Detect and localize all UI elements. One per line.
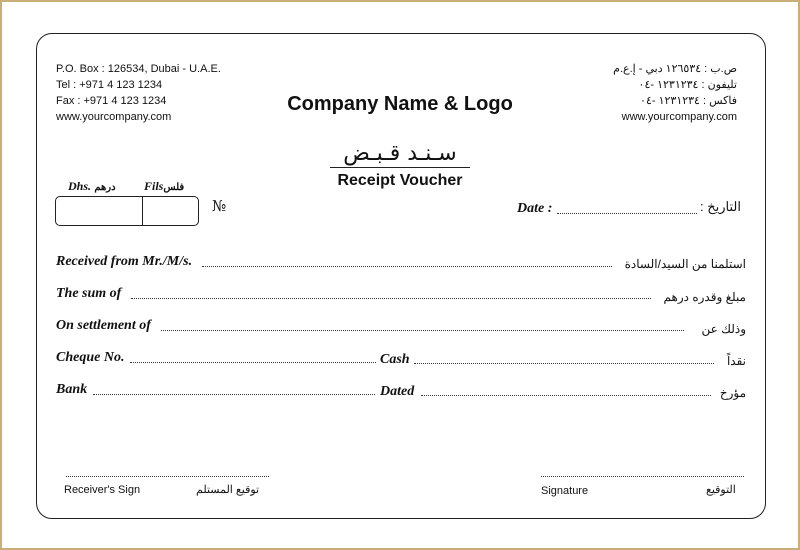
- signature-label: Signature: [541, 485, 589, 497]
- title-english: Receipt Voucher: [337, 172, 463, 189]
- dhs-label-arabic: درهم: [94, 182, 116, 193]
- tel-arabic: تليفون : ١٢٣١٢٣٤ -٠٤: [638, 79, 737, 91]
- cash-field[interactable]: [414, 363, 714, 364]
- date-label: Date :: [517, 201, 553, 216]
- cash-label-arabic: نقداً: [726, 354, 746, 368]
- cash-label: Cash: [380, 352, 410, 367]
- fils-amount-field[interactable]: [143, 197, 198, 225]
- receiver-sign-label-arabic: توقيع المستلم: [196, 484, 260, 496]
- settlement-label-arabic: وذلك عن: [701, 322, 746, 336]
- title-arabic: سـنـد قـبـض: [343, 141, 457, 166]
- received-from-label: Received from Mr./M/s.: [56, 254, 193, 269]
- date-label-arabic: التاريخ :: [700, 199, 741, 214]
- receiver-sign-line[interactable]: [66, 476, 269, 477]
- pobox-english: P.O. Box : 126534, Dubai - U.A.E.: [56, 63, 221, 75]
- title-divider: [330, 167, 470, 168]
- dated-label: Dated: [380, 384, 415, 399]
- fils-label-arabic: فلس: [163, 182, 185, 193]
- sum-of-label: The sum of: [56, 286, 122, 301]
- settlement-label: On settlement of: [56, 318, 151, 333]
- dhs-amount-field[interactable]: [56, 197, 143, 225]
- fax-english: Fax : +971 4 123 1234: [56, 95, 167, 107]
- fils-label: Fils: [144, 179, 164, 193]
- company-name: Company Name & Logo: [287, 93, 513, 115]
- tel-english: Tel : +971 4 123 1234: [56, 79, 163, 91]
- sum-of-field[interactable]: [131, 298, 651, 299]
- amount-box: [55, 196, 199, 226]
- cheque-label: Cheque No.: [56, 350, 125, 365]
- pobox-arabic: ص.ب : ١٢٦٥٣٤ دبي - إ.ع.م: [613, 63, 737, 75]
- settlement-field[interactable]: [161, 330, 684, 331]
- signature-label-arabic: التوقيع: [706, 484, 736, 496]
- website-arabic: www.yourcompany.com: [621, 111, 737, 123]
- cheque-field[interactable]: [130, 362, 376, 363]
- sum-of-label-arabic: مبلغ وقدره درهم: [663, 290, 746, 304]
- signature-line[interactable]: [541, 476, 744, 477]
- bank-label: Bank: [56, 382, 88, 397]
- dated-field[interactable]: [421, 395, 711, 396]
- fils-label-group: [144, 179, 184, 194]
- received-from-field[interactable]: [202, 266, 612, 267]
- date-field[interactable]: [557, 213, 697, 214]
- fax-arabic: فاكس : ١٢٣١٢٣٤ -٠٤: [640, 95, 737, 107]
- receiver-sign-label: Receiver's Sign: [64, 484, 141, 496]
- dhs-label-group: [68, 179, 116, 194]
- website-english: www.yourcompany.com: [56, 111, 172, 123]
- dhs-label: Dhs.: [68, 179, 92, 193]
- bank-field[interactable]: [93, 394, 375, 395]
- number-sign: №: [212, 197, 227, 215]
- dated-label-arabic: مؤرخ: [719, 386, 746, 400]
- received-from-label-arabic: استلمنا من السيد/السادة: [624, 257, 746, 271]
